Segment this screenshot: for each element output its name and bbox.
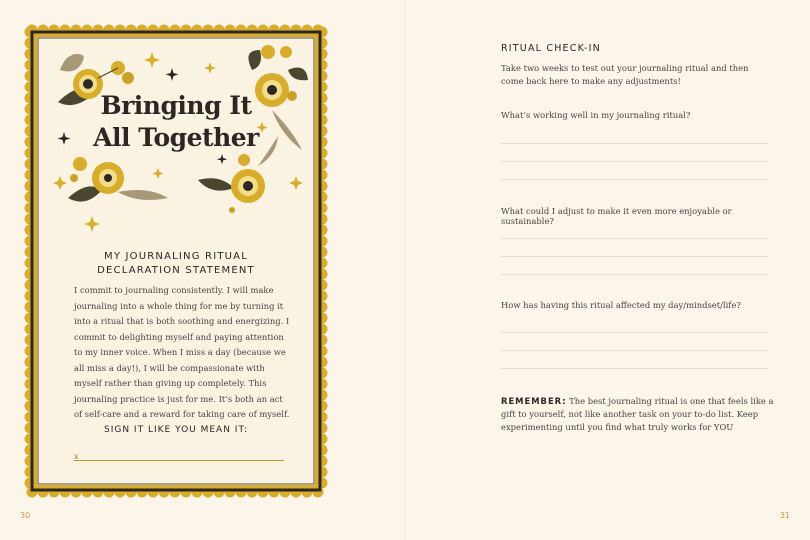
sign-label: SIGN IT LIKE YOU MEAN IT:: [104, 425, 248, 435]
flower-icon: [68, 157, 168, 202]
answer-line[interactable]: [501, 256, 768, 257]
answer-line[interactable]: [501, 274, 768, 275]
page-number: 30: [20, 511, 31, 520]
page-title: [38, 90, 314, 154]
signature-line[interactable]: [74, 448, 284, 461]
answer-line[interactable]: [501, 179, 768, 180]
page-number: 31: [779, 511, 790, 520]
right-page: [405, 0, 810, 540]
question-1: What’s working well in my journaling ritual?: [501, 110, 691, 120]
question-2: What could I adjust to make it even more enjoyable or sustainable?: [501, 206, 732, 226]
declaration-body: I commit to journaling consistently. I will make journaling into a whole thing for me by turning it into a ritual that is both soothing and energizing. I commit to delighting myself and paying attention to my inner voice. When I miss a day (because we all miss a day!), I will be compassionate with myself rather than giving up completely. This journaling practice is just for me. It’s both an act of self-care and a reward for taking care of myself.: [74, 285, 290, 419]
checkin-intro: Take two weeks to test out your journaling ritual and then come back here to make any adjustments!: [501, 63, 749, 86]
title-line: Bringing It: [100, 91, 252, 120]
reminder: [501, 395, 777, 434]
checkin-heading: RITUAL CHECK-IN: [501, 43, 601, 54]
declaration-heading-line: MY JOURNALING RITUAL: [104, 251, 248, 262]
question-3: How has having this ritual affected my day/mindset/life?: [501, 300, 741, 310]
declaration-heading: [38, 250, 314, 278]
answer-line[interactable]: [501, 161, 768, 162]
reminder-text: The best journaling ritual is one that feels like a gift to yourself, not like another task on your to-do list. Keep experimenting until you find what truly works for YOU: [501, 396, 774, 432]
answer-line[interactable]: [501, 143, 768, 144]
answer-line[interactable]: [501, 368, 768, 369]
answer-line[interactable]: [501, 350, 768, 351]
reminder-label: REMEMBER:: [501, 396, 567, 406]
answer-line[interactable]: [501, 238, 768, 239]
answer-line[interactable]: [501, 332, 768, 333]
signature-prefix: x: [74, 452, 79, 461]
declaration-heading-line: DECLARATION STATEMENT: [97, 265, 255, 276]
title-line: All Together: [93, 123, 259, 152]
leaf-icon: [288, 68, 308, 81]
